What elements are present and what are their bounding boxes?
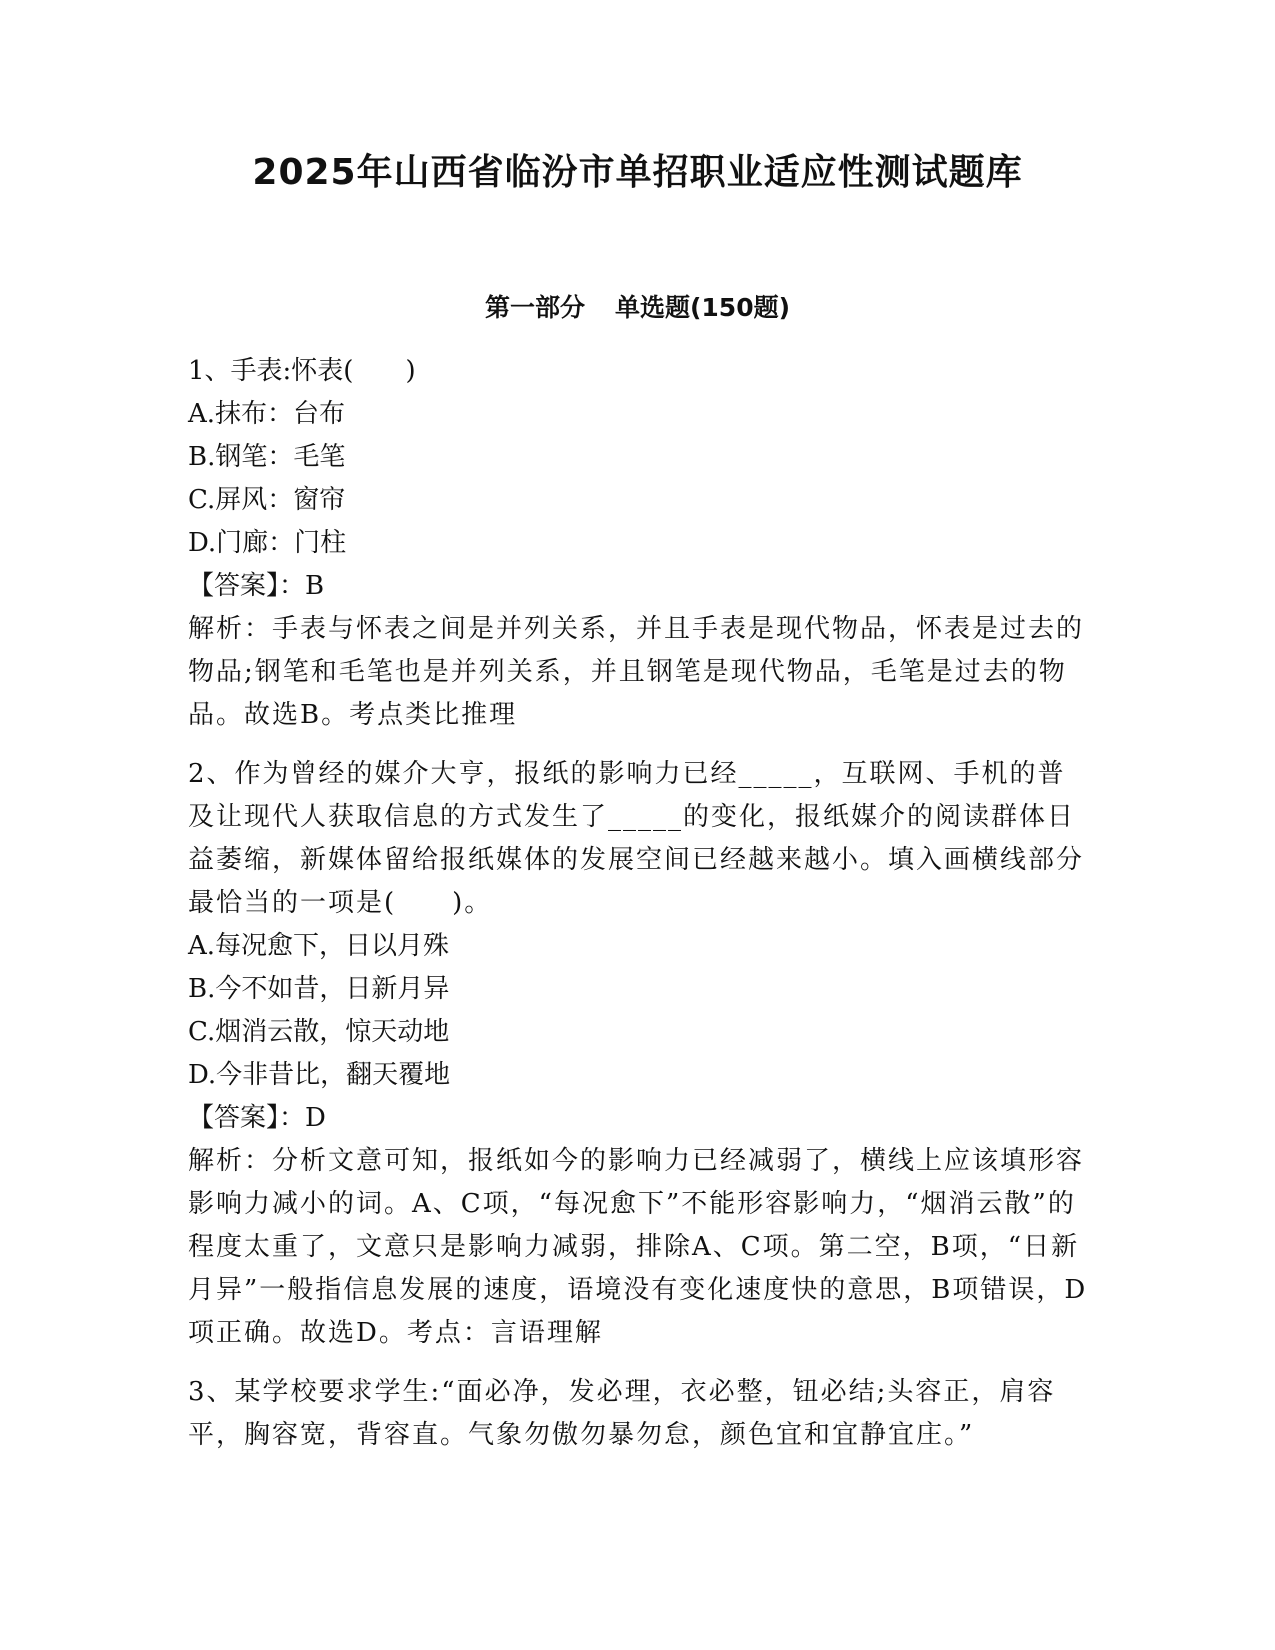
- question-stem: 3、某学校要求学生:“面必净，发必理，衣必整，钮必结;头容正，肩容平，胸容宽，背容直。气象勿傲勿暴勿怠，颜色宜和宜静宜庄。”: [188, 1377, 1056, 1450]
- answer-line: 【答案】：D: [188, 1103, 326, 1133]
- answer-line: 【答案】：B: [188, 571, 325, 601]
- analysis-text: 解析：手表与怀表之间是并列关系，并且手表是现代物品，怀表是过去的物品;钢笔和毛笔也是并列关系，并且钢笔是现代物品，毛笔是过去的物品。故选B。考点类比推理: [188, 614, 1085, 730]
- option-a: A.每况愈下，日以月殊: [188, 931, 450, 961]
- question-stem: 2、作为曾经的媒介大亨，报纸的影响力已经_____，互联网、手机的普及让现代人获取信息的方式发生了_____的变化，报纸媒介的阅读群体日益萎缩，新媒体留给报纸媒体的发展空间已经越来越小。填入画横线部分最恰当的一项是( )。: [188, 759, 1085, 918]
- document-title: 2025年山西省临汾市单招职业适应性测试题库: [252, 152, 1023, 193]
- section-part-label: 第一部分: [484, 293, 585, 322]
- question-item: [188, 350, 1088, 737]
- analysis-text: 解析：分析文意可知，报纸如今的影响力已经减弱了，横线上应该填形容影响力减小的词。A、C项，“每况愈下”不能形容影响力，“烟消云散”的程度太重了，文意只是影响力减弱，排除A、C项。第二空，B项，“日新月异”一般指信息发展的速度，语境没有变化速度快的意思，B项错误，D项正确。故选D。考点：言语理解: [188, 1146, 1088, 1348]
- question-stem: 1、手表:怀表( ): [188, 356, 416, 386]
- option-b: B.钢笔：毛笔: [188, 442, 346, 472]
- option-c: C.烟消云散，惊天动地: [188, 1017, 450, 1047]
- option-c: C.屏风：窗帘: [188, 485, 346, 515]
- option-b: B.今不如昔，日新月异: [188, 974, 450, 1004]
- question-item: [188, 1371, 1088, 1457]
- section-name-label: 单选题(150题): [614, 293, 791, 322]
- option-d: D.今非昔比，翻天覆地: [188, 1060, 451, 1090]
- option-d: D.门廊：门柱: [188, 528, 347, 558]
- section-heading: [0, 290, 1275, 326]
- question-item: [188, 753, 1088, 1355]
- question-list: [188, 350, 1088, 1473]
- option-a: A.抹布：台布: [188, 399, 346, 429]
